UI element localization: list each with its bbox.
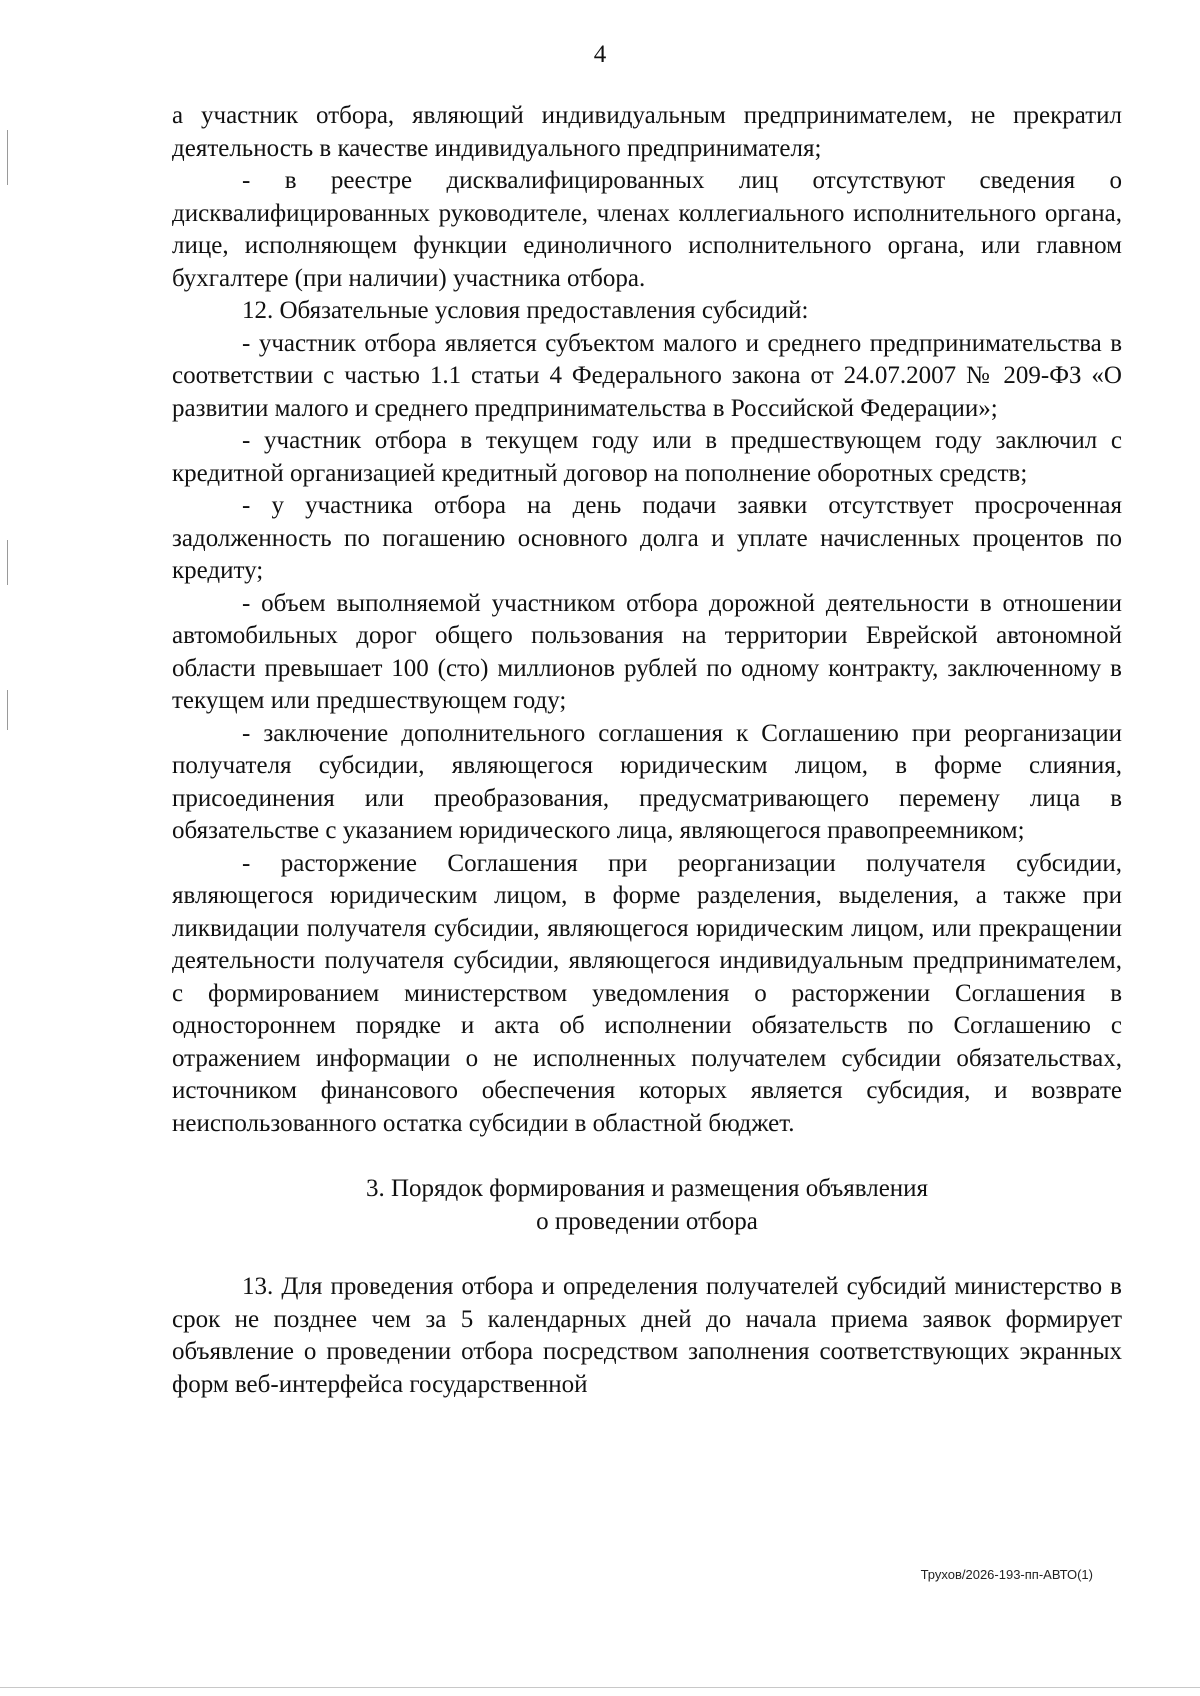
document-body [172, 100, 1122, 1401]
paragraph-disqualified-registry: - в реестре дисквалифицированных лиц отсутствуют сведения о дисквалифицированных руководителе, членах коллегиального исполнительного органа, лице, исполняющем функции единоличного исполнительного органа, или главном бухгалтере (при наличии) участника отбора. [172, 167, 1122, 292]
scan-margin-mark [7, 690, 8, 730]
scan-bottom-edge [0, 1687, 1200, 1688]
list-item-credit-agreement: - участник отбора в текущем году или в предшествующем году заключил с кредитной организацией кредитный договор на пополнение оборотных средств; [172, 427, 1122, 487]
paragraph-eligibility-individual: а участник отбора, являющий индивидуальным предпринимателем, не прекратил деятельность в качестве индивидуального предпринимателя; [172, 102, 1122, 162]
list-item-sme-status: - участник отбора является субъектом малого и среднего предпринимательства в соответствии с частью 1.1 статьи 4 Федерального закона от 24.07.2007 № 209-ФЗ «О развитии малого и среднего предпринимательства в Российской Федерации»; [172, 329, 1122, 422]
paragraph-conditions-title: 12. Обязательные условия предоставления субсидий: [242, 297, 809, 324]
list-item-road-activity-volume: - объем выполняемой участником отбора дорожной деятельности в отношении автомобильных дорог общего пользования на территории Еврейской автономной области превышает 100 (сто) миллионов рублей по одному контракту, заключенному в текущем или предшествующем году; [172, 589, 1122, 714]
list-item-agreement-termination: - расторжение Соглашения при реорганизации получателя субсидии, являющегося юридическим лицом, в форме разделения, выделения, а также при ликвидации получателя субсидии, являющегося юридическим лицом, или прекращении деятельности получателя субсидии, являющегося индивидуальным предпринимателем, с формированием министерством уведомления о расторжении Соглашения в одностороннем порядке и акта об исполнении обязательств по Соглашению с отражением информации о не исполненных получателем субсидии обязательствах, источником финансового обеспечения которых является субсидия, и возврате неиспользованного остатка субсидии в областной бюджет. [172, 849, 1122, 1137]
page-number: 4 [593, 41, 607, 68]
document-footer-code: Трухов/2026-193-пп-АВТО(1) [920, 1567, 1093, 1582]
scan-margin-mark [7, 130, 8, 185]
list-item-additional-agreement: - заключение дополнительного соглашения к Соглашению при реорганизации получателя субсидии, являющегося юридическим лицом, в форме слияния, присоединения или преобразования, предусматривающего перемену лица в обязательстве с указанием юридического лица, являющегося правопреемником; [172, 719, 1122, 844]
section-heading [172, 1173, 1122, 1238]
scan-margin-mark [7, 540, 8, 585]
paragraph-selection-announcement: 13. Для проведения отбора и определения получателей субсидий министерство в срок не позднее чем за 5 календарных дней до начала приема заявок формирует объявление о проведении отбора посредством заполнения соответствующих экранных форм веб-интерфейса государственной [172, 1273, 1122, 1398]
section-heading-line-1: 3. Порядок формирования и размещения объявления [365, 1175, 929, 1202]
section-heading-line-2: о проведении отбора [536, 1207, 758, 1235]
list-item-no-overdue-debt: - у участника отбора на день подачи заявки отсутствует просроченная задолженность по погашению основного долга и уплате начисленных процентов по кредиту; [172, 492, 1122, 584]
